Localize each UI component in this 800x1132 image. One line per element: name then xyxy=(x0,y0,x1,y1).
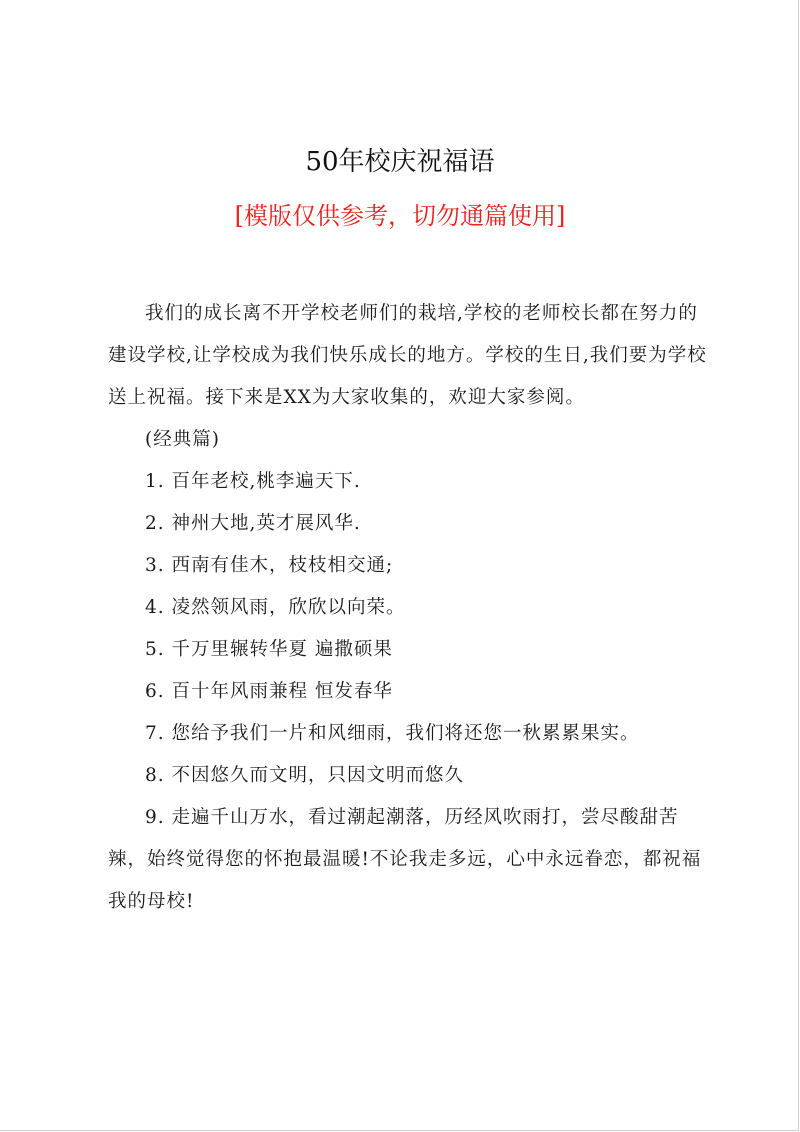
list-item: 6. 百十年风雨兼程 恒发春华 xyxy=(145,681,393,702)
list-item: 1. 百年老校,桃李遍天下. xyxy=(145,471,361,492)
list-item: 3. 西南有佳木，枝枝相交通; xyxy=(145,555,394,576)
document-title: 50年校庆祝福语 xyxy=(305,147,495,177)
intro-paragraph: 我们的成长离不开学校老师们的栽培,学校的老师校长都在努力的建设学校,让学校成为我们快乐成长的地方。学校的生日,我们要为学校送上祝福。接下来是XX为大家收集的，欢迎大家参阅。 xyxy=(108,303,707,408)
section-label: (经典篇) xyxy=(145,429,220,450)
list-item: 8. 不因悠久而文明，只因文明而悠久 xyxy=(145,765,465,786)
document-body xyxy=(108,293,708,923)
list-item: 5. 千万里辗转华夏 遍撒硕果 xyxy=(145,639,393,660)
template-notice: [模版仅供参考，切勿通篇使用] xyxy=(234,202,566,230)
list-item: 7. 您给予我们一片和风细雨，我们将还您一秋累累果实。 xyxy=(145,723,640,744)
list-item: 9. 走遍千山万水，看过潮起潮落，历经风吹雨打，尝尽酸甜苦辣，始终觉得您的怀抱最温暖!不论我走多远，心中永远眷恋，都祝福我的母校! xyxy=(108,807,702,912)
list-item: 2. 神州大地,英才展风华. xyxy=(145,513,361,534)
list-item: 4. 凌然领风雨，欣欣以向荣。 xyxy=(145,597,406,618)
